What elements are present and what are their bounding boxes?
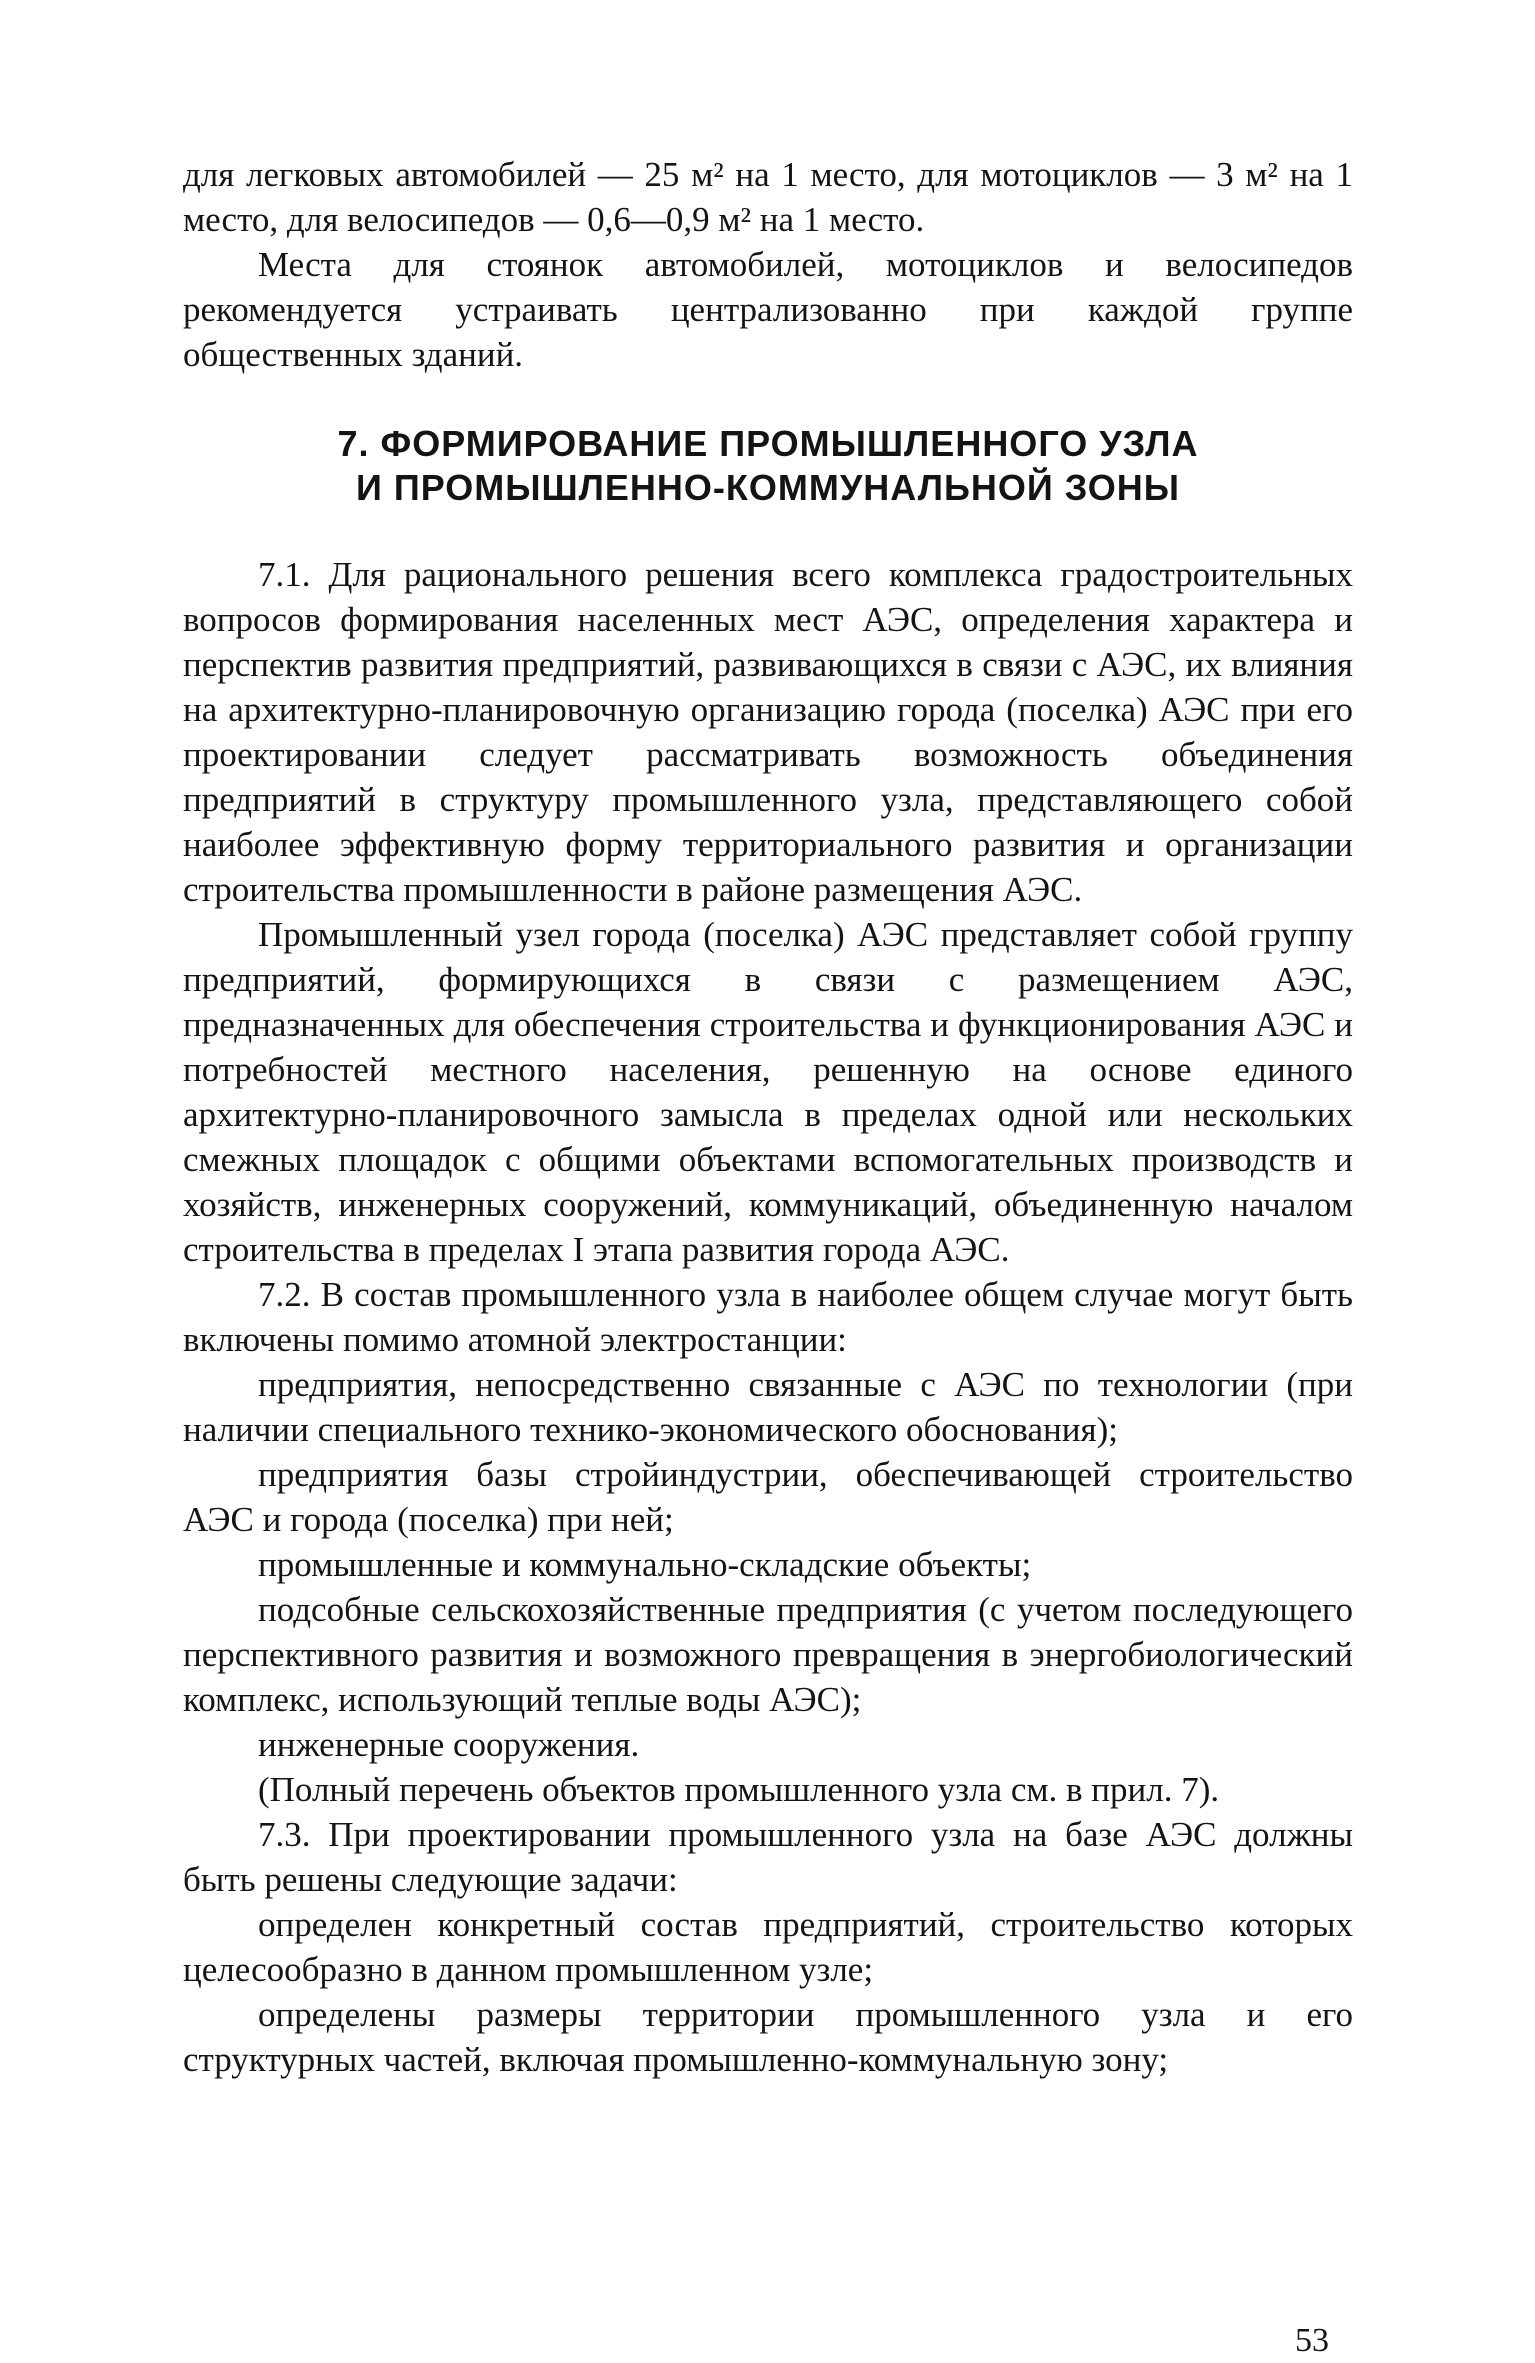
paragraph-7-3: 7.3. При проектировании промышленного узла на базе АЭС должны быть решены следующие задачи: xyxy=(183,1815,1353,1899)
paragraph-appendix-reference: (Полный перечень объектов промышленного узла см. в прил. 7). xyxy=(258,1770,1220,1809)
paragraph-7-1: 7.1. Для рационального решения всего комплекса градостроительных вопросов формирования населенных мест АЭС, определения характера и перспектив развития предприятий, развивающихся в связи с АЭС, их влияния на архитектурно-планировочную организацию города (поселка) АЭС при его проектировании следует рассматривать возможность объединения предприятий в структуру промышленного узла, представляющего собой наиболее эффективную форму территориального развития и организации строительства промышленности в районе размещения АЭС. xyxy=(183,555,1353,909)
list-item-agricultural-enterprises: подсобные сельскохозяйственные предприятия (с учетом последующего перспективного развития и возможного превращения в энергобиологический комплекс, использующий теплые воды АЭС); xyxy=(183,1590,1353,1719)
list-item-technology-enterprises: предприятия, непосредственно связанные с АЭС по технологии (при наличии специального технико-экономического обоснования); xyxy=(183,1365,1353,1449)
list-item-construction-base: предприятия базы стройиндустрии, обеспечивающей строительство АЭС и города (поселка) при ней; xyxy=(183,1455,1353,1539)
list-item-composition: определен конкретный состав предприятий, строительство которых целесообразно в данном промышленном узле; xyxy=(183,1905,1353,1989)
paragraph-parking-placement: Места для стоянок автомобилей, мотоциклов и велосипедов рекомендуется устраивать централизованно при каждой группе общественных зданий. xyxy=(183,245,1353,374)
paragraph-industrial-node-definition: Промышленный узел города (поселка) АЭС представляет собой группу предприятий, формирующихся в связи с размещением АЭС, предназначенных для обеспечения строительства и функционирования АЭС и потребностей местного населения, решенную на основе единого архитектурно-планировочного замысла в пределах одной или нескольких смежных площадок с общими объектами вспомогательных производств и хозяйств, инженерных сооружений, коммуникаций, объединенную началом строительства в пределах I этапа развития города АЭС. xyxy=(183,915,1353,1269)
section-heading-line-2: И ПРОМЫШЛЕННО-КОММУНАЛЬНОЙ ЗОНЫ xyxy=(355,467,1181,508)
paragraph-7-2: 7.2. В состав промышленного узла в наиболее общем случае могут быть включены помимо атомной электростанции: xyxy=(183,1275,1353,1359)
section-heading-line-1: 7. ФОРМИРОВАНИЕ ПРОМЫШЛЕННОГО УЗЛА xyxy=(337,423,1199,464)
page-number: 53 xyxy=(1295,2322,1329,2359)
document-page xyxy=(183,152,1353,2082)
paragraph-parking-norms: для легковых автомобилей — 25 м² на 1 место, для мотоциклов — 3 м² на 1 место, для велосипедов — 0,6—0,9 м² на 1 место. xyxy=(183,155,1353,239)
list-item-industrial-objects: промышленные и коммунально-складские объекты; xyxy=(258,1545,1032,1584)
list-item-engineering-structures: инженерные сооружения. xyxy=(258,1725,640,1764)
section-heading xyxy=(183,422,1353,510)
list-item-territory-size: определены размеры территории промышленного узла и его структурных частей, включая промышленно-коммунальную зону; xyxy=(183,1995,1353,2079)
